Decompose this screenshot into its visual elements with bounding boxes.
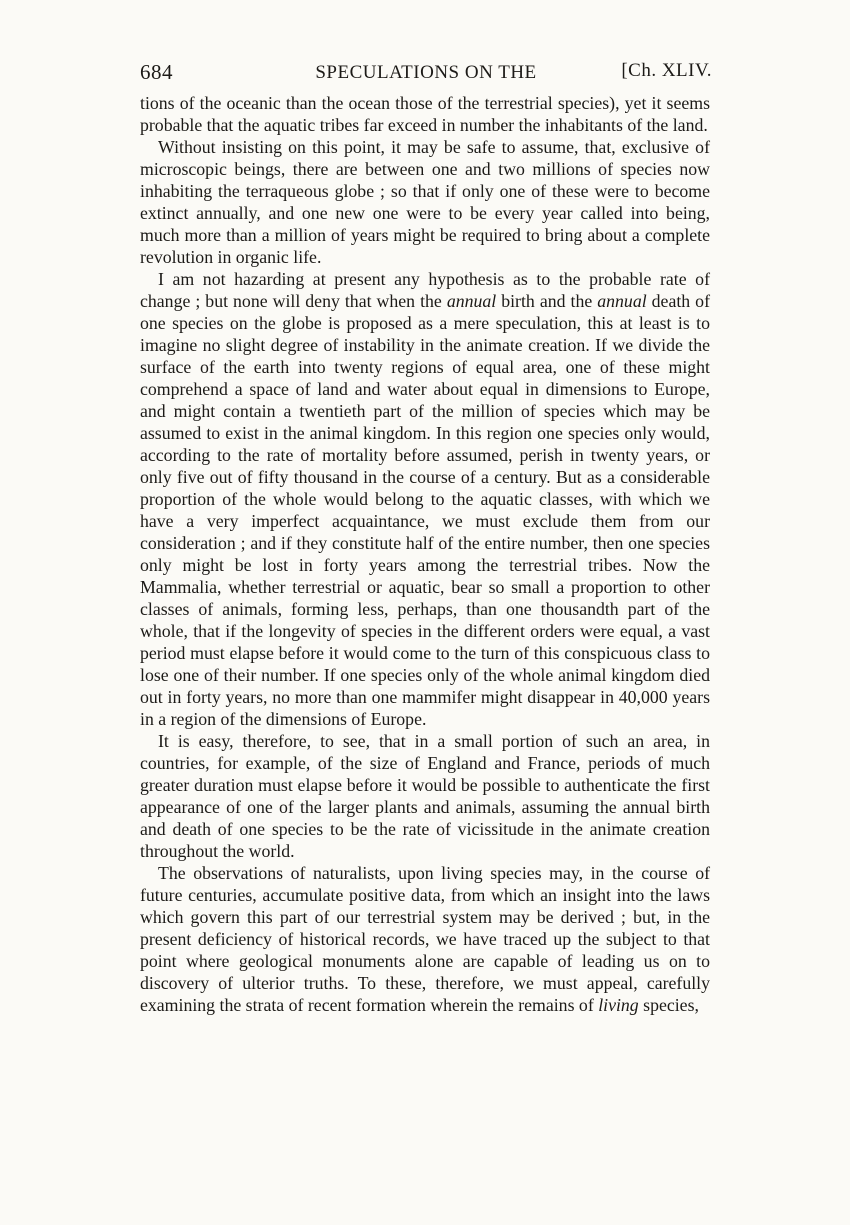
paragraph: Without insisting on this point, it may be safe to assume, that, exclusive of microscopic beings, there are between one and two millions of species now inhabiting the terraqueous globe ; so that if only one of these were to become extinct annually, and one new one were to be every year called into being, much more than a million of years might be required to bring about a complete revolution in organic life.: [140, 137, 710, 267]
running-header: [140, 60, 712, 88]
paragraph: I am not hazarding at present any hypothesis as to the probable rate of change ; but none will deny that when the annual birth and the annual death of one species on the globe is proposed as a mere speculation, this at least is to imagine no slight degree of instability in the animate creation. If we divide the surface of the earth into twenty regions of equal area, one of these might comprehend a space of land and water about equal in dimensions to Europe, and might contain a twentieth part of the million of species which may be assumed to exist in the animal kingdom. In this region one species only would, according to the rate of mortality before assumed, perish in twenty years, or only five out of fifty thousand in the course of a century. But as a considerable proportion of the whole would belong to the aquatic classes, with which we have a very imperfect acquaintance, we must exclude them from our consideration ; and if they constitute half of the entire number, then one species only might be lost in forty years among the terrestrial tribes. Now the Mammalia, whether terrestrial or aquatic, bear so small a proportion to other classes of animals, forming less, perhaps, than one thousandth part of the whole, that if the longevity of species in the different orders were equal, a vast period must elapse before it would come to the turn of this conspicuous class to lose one of their number. If one species only of the whole animal kingdom died out in forty years, no more than one mammifer might disappear in 40,000 years in a region of the dimensions of Europe.: [140, 269, 710, 729]
chapter-label: [Ch. XLIV.: [621, 60, 712, 81]
body-text: [140, 92, 710, 1016]
paragraph: The observations of naturalists, upon living species may, in the course of future centuries, accumulate positive data, from which an insight into the laws which govern this part of our terrestrial system may be derived ; but, in the present deficiency of historical records, we have traced up the subject to that point where geological monuments alone are capable of leading us on to discovery of ulterior truths. To these, therefore, we must appeal, carefully examining the strata of recent formation wherein the remains of living species,: [140, 863, 710, 1015]
page-number: 684: [140, 60, 173, 84]
paragraph: It is easy, therefore, to see, that in a small portion of such an area, in countries, for example, of the size of England and France, periods of much greater duration must elapse before it would be possible to authenticate the first appearance of one of the larger plants and animals, assuming the annual birth and death of one species to be the rate of vicissitude in the animate creation throughout the world.: [140, 731, 710, 861]
paragraph: tions of the oceanic than the ocean those of the terrestrial species), yet it seems probable that the aquatic tribes far exceed in number the inhabitants of the land.: [140, 93, 710, 135]
running-title: SPECULATIONS ON THE: [315, 62, 537, 83]
